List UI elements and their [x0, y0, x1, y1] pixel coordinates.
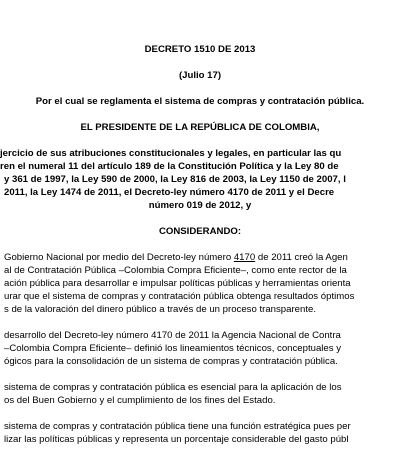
- paragraph-line: al de Contratación Pública –Colombia Compra Eficiente–, como ente rector de la: [4, 265, 347, 276]
- paragraph-line: sistema de compras y contratación pública es esencial para la aplicación de los: [4, 382, 342, 393]
- decree-link[interactable]: 4170: [233, 252, 256, 263]
- paragraph-line: urar que el sistema de compras y contratación pública obtenga resultados óptimos: [4, 291, 355, 302]
- considerando-heading: CONSIDERANDO:: [158, 226, 242, 237]
- preamble-line: número 019 de 2012, y: [148, 200, 252, 211]
- paragraph-line: os del Buen Gobierno y el cumplimiento de los fines del Estado.: [4, 395, 276, 406]
- decree-subject: Por el cual se reglamenta el sistema de compras y contratación pública.: [35, 96, 365, 107]
- decree-title: DECRETO 1510 DE 2013: [144, 44, 256, 55]
- decree-issuer: EL PRESIDENTE DE LA REPÚBLICA DE COLOMBIA,: [80, 122, 320, 133]
- paragraph-line: ación pública para desarrollar e impulsar políticas públicas y herramientas orienta: [4, 278, 351, 289]
- paragraph-line: ógicos para la consolidación de un sistema de compras y contratación pública.: [4, 356, 338, 367]
- paragraph-line: Gobierno Nacional por medio del Decreto-ley número 4170 de 2011 creó la Agen: [4, 252, 348, 263]
- paragraph-line: sistema de compras y contratación pública tiene una función estratégica pues per: [4, 421, 351, 432]
- paragraph-line: s de la valoración del dinero público a través de un proceso transparente.: [4, 304, 316, 315]
- paragraph-line: desarrollo del Decreto-ley número 4170 de 2011 la Agencia Nacional de Contra: [4, 330, 341, 341]
- preamble-line: 2011, la Ley 1474 de 2011, el Decreto-ley número 4170 de 2011 y el Decre: [4, 187, 335, 198]
- paragraph-line: lizar las políticas públicas y representa un porcentaje considerable del gasto públ: [4, 434, 349, 445]
- preamble-line: ren el numeral 11 del artículo 189 de la Constitución Política y la Ley 80 de: [0, 161, 339, 172]
- preamble-line: y 361 de 1997, la Ley 590 de 2000, la Ley 816 de 2003, la Ley 1150 de 2007, l: [4, 174, 346, 185]
- decree-date: (Julio 17): [178, 70, 222, 81]
- preamble-line: jercicio de sus atribuciones constitucionales y legales, en particular las qu: [0, 148, 342, 159]
- paragraph-line: –Colombia Compra Eficiente– definió los lineamientos técnicos, conceptuales y: [4, 343, 342, 354]
